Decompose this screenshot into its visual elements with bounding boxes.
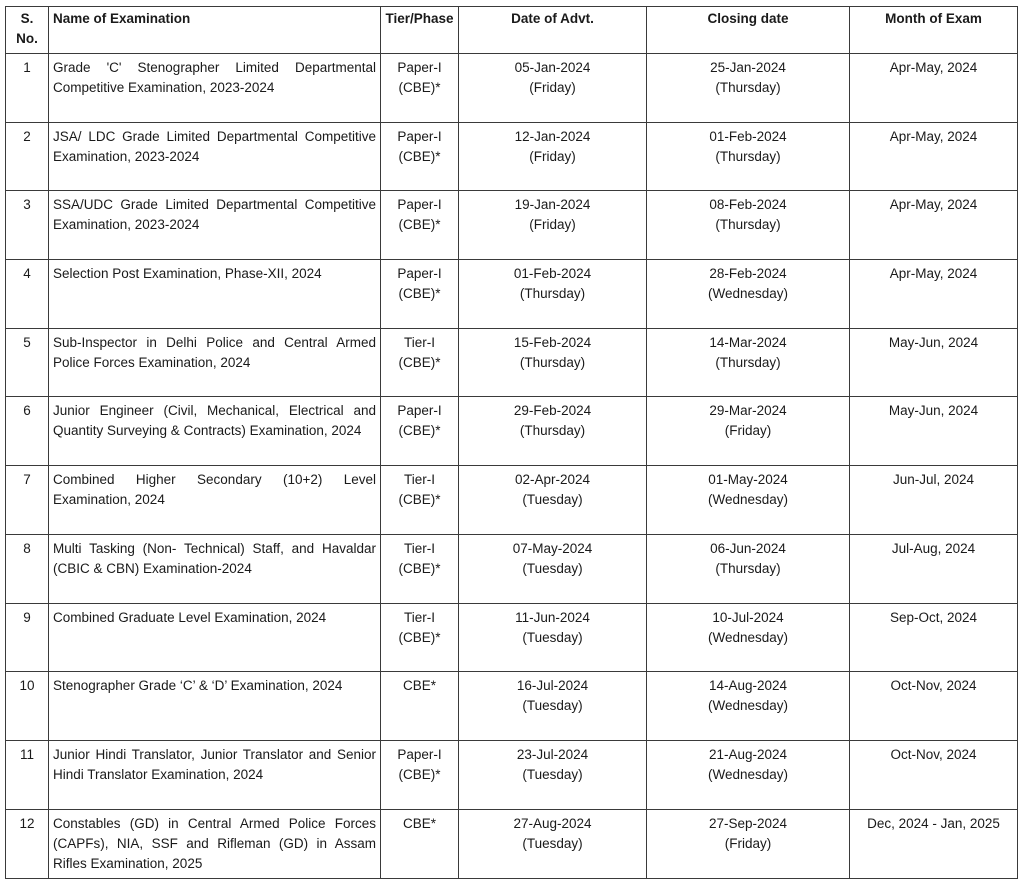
cell-exam-month-text: May-Jun, 2024 [888,334,979,350]
cell-exam-name [49,534,381,603]
cell-exam-month-text: Dec, 2024 - Jan, 2025 [867,815,1000,831]
cell-advt-date [459,466,647,535]
cell-closing-date-text: 01-Feb-2024 [709,128,787,144]
cell-exam-name-text: Junior Hindi Translator, Junior Translator and Senior Hindi Translator Examination, 2024 [53,746,376,782]
table-row [6,122,1018,191]
cell-exam-name [49,603,381,672]
cell-exam-name-text: Multi Tasking (Non- Technical) Staff, and Havaldar (CBIC & CBN) Examination-2024 [53,540,376,576]
cell-sno [6,54,49,123]
cell-exam-name-text: Stenographer Grade ‘C’ & ‘D’ Examination, 2024 [53,678,343,694]
cell-exam-name [49,809,381,878]
header-row [6,7,1018,54]
cell-advt-date-text: 02-Apr-2024 [514,472,591,488]
cell-exam-name-text: Combined Graduate Level Examination, 2024 [53,609,327,625]
cell-advt-date-text: 07-May-2024 [512,540,593,556]
cell-tier-text: (CBE)* [398,560,441,576]
cell-advt-date [459,397,647,466]
cell-advt-date-text: 19-Jan-2024 [514,197,591,213]
cell-advt-date-text: (Tuesday) [522,698,583,714]
cell-sno-text: 10 [19,678,35,694]
cell-sno-text: 6 [23,403,31,419]
cell-tier-text: Tier-I [404,334,435,350]
cell-closing-date-text: 28-Feb-2024 [709,266,787,282]
cell-closing-date [647,672,850,741]
cell-closing-date-text: (Thursday) [715,80,781,95]
cell-advt-date-text: 12-Jan-2024 [514,128,591,144]
cell-exam-month-text: Jun-Jul, 2024 [892,472,975,488]
cell-advt-date-text: (Tuesday) [522,835,583,851]
cell-tier [381,466,459,535]
cell-advt-date-text: (Tuesday) [522,492,583,508]
cell-exam-month [850,397,1018,466]
cell-advt-date-text: (Tuesday) [522,629,583,645]
cell-closing-date-text: (Thursday) [715,560,781,576]
cell-closing-date-text: (Wednesday) [707,286,789,302]
cell-tier [381,54,459,123]
cell-exam-month-text: Apr-May, 2024 [889,197,978,213]
cell-closing-date-text: 27-Sep-2024 [708,815,788,831]
cell-exam-name [49,54,381,123]
cell-exam-month [850,191,1018,260]
table-row [6,534,1018,603]
cell-tier [381,260,459,329]
cell-advt-date [459,809,647,878]
cell-exam-name-text: Combined Higher Secondary (10+2) Level Examination, 2024 [53,472,376,508]
cell-tier-text: Paper-I [397,403,442,419]
cell-closing-date [647,54,850,123]
table-row [6,54,1018,123]
cell-exam-month [850,328,1018,397]
cell-exam-month [850,54,1018,123]
cell-closing-date-text: (Thursday) [715,217,781,233]
cell-closing-date-text: (Friday) [724,835,772,851]
table-row [6,397,1018,466]
cell-tier-text: (CBE)* [398,286,441,302]
cell-tier [381,603,459,672]
cell-advt-date-text: (Friday) [529,148,576,164]
header-closing-date: Closing date [647,7,850,54]
cell-sno [6,809,49,878]
cell-advt-date-text: (Friday) [529,217,576,233]
table-row [6,466,1018,535]
cell-sno-text: 9 [23,609,31,625]
cell-advt-date-text: 11-Jun-2024 [515,609,590,625]
cell-advt-date [459,260,647,329]
cell-advt-date [459,740,647,809]
table-row [6,191,1018,260]
table-row [6,740,1018,809]
cell-closing-date-text: 21-Aug-2024 [708,746,788,762]
header-advt-date: Date of Advt. [459,7,647,54]
cell-advt-date [459,191,647,260]
cell-advt-date-text: (Friday) [529,80,576,95]
cell-sno [6,191,49,260]
cell-tier-text: (CBE)* [398,766,441,782]
cell-closing-date-text: 06-Jun-2024 [710,540,786,556]
cell-advt-date [459,328,647,397]
cell-exam-month [850,740,1018,809]
table-row [6,672,1018,741]
cell-sno [6,672,49,741]
cell-exam-month-text: Apr-May, 2024 [889,60,978,75]
cell-advt-date-text: 16-Jul-2024 [516,678,589,694]
cell-tier [381,672,459,741]
table-row [6,603,1018,672]
cell-sno-text: 4 [23,266,31,282]
cell-exam-month-text: Apr-May, 2024 [889,266,978,282]
cell-closing-date [647,603,850,672]
cell-sno-text: 8 [23,540,31,556]
cell-exam-month-text: Sep-Oct, 2024 [889,609,978,625]
cell-exam-month-text: Jul-Aug, 2024 [891,540,976,556]
cell-exam-name-text: Selection Post Examination, Phase-XII, 2024 [53,266,322,282]
table-row [6,809,1018,878]
cell-exam-name [49,328,381,397]
cell-exam-month [850,534,1018,603]
header-name: Name of Examination [49,7,381,54]
table-row [6,328,1018,397]
cell-closing-date-text: 14-Aug-2024 [708,678,788,694]
cell-exam-name-text: JSA/ LDC Grade Limited Departmental Competitive Examination, 2023-2024 [53,128,376,164]
exam-schedule-table [5,6,1018,879]
cell-sno-text: 12 [19,815,35,831]
cell-closing-date-text: (Friday) [724,423,772,439]
cell-closing-date-text: 10-Jul-2024 [712,609,784,625]
cell-tier [381,740,459,809]
header-sno: S. No. [6,7,49,54]
cell-exam-name-text: Sub-Inspector in Delhi Police and Central Armed Police Forces Examination, 2024 [53,334,376,370]
cell-tier [381,809,459,878]
cell-closing-date [647,534,850,603]
cell-advt-date-text: (Thursday) [519,423,586,439]
cell-exam-month [850,603,1018,672]
cell-tier-text: CBE* [402,815,436,831]
cell-closing-date-text: 14-Mar-2024 [709,334,787,350]
cell-advt-date-text: (Thursday) [519,286,586,302]
cell-closing-date [647,260,850,329]
cell-advt-date-text: 01-Feb-2024 [513,266,592,282]
cell-closing-date-text: (Wednesday) [707,698,789,714]
cell-advt-date-text: (Thursday) [519,354,586,370]
cell-tier [381,534,459,603]
cell-advt-date [459,603,647,672]
cell-exam-name [49,260,381,329]
cell-closing-date [647,809,850,878]
cell-closing-date [647,122,850,191]
cell-sno-text: 11 [19,746,34,762]
cell-closing-date [647,328,850,397]
cell-tier-text: Tier-I [404,609,435,625]
cell-exam-month [850,809,1018,878]
cell-advt-date-text: (Tuesday) [522,766,583,782]
cell-advt-date [459,672,647,741]
cell-tier [381,397,459,466]
cell-tier-text: Tier-I [404,472,435,488]
cell-tier-text: Paper-I [397,197,442,213]
cell-sno-text: 1 [23,60,31,75]
cell-sno [6,122,49,191]
cell-tier [381,328,459,397]
cell-sno [6,397,49,466]
cell-advt-date [459,54,647,123]
cell-exam-month-text: Oct-Nov, 2024 [890,746,977,762]
cell-exam-month [850,122,1018,191]
cell-tier-text: (CBE)* [398,80,441,95]
cell-sno [6,740,49,809]
cell-advt-date-text: 15-Feb-2024 [513,334,592,350]
cell-tier-text: (CBE)* [398,148,441,164]
cell-exam-name-text: Constables (GD) in Central Armed Police Forces (CAPFs), NIA, SSF and Rifleman (GD) in Assam Rifles Examination, 2025 [53,815,376,871]
cell-closing-date [647,191,850,260]
cell-advt-date [459,534,647,603]
cell-closing-date-text: 08-Feb-2024 [709,197,787,213]
cell-tier-text: (CBE)* [398,217,441,233]
cell-sno [6,466,49,535]
cell-sno-text: 7 [23,472,31,488]
cell-tier-text: (CBE)* [398,354,441,370]
cell-tier-text: Paper-I [397,266,442,282]
cell-closing-date-text: (Thursday) [715,148,781,164]
cell-sno-text: 5 [23,334,31,350]
cell-exam-name [49,740,381,809]
table-row [6,260,1018,329]
cell-sno [6,260,49,329]
cell-closing-date-text: (Thursday) [715,354,781,370]
cell-exam-name-text: SSA/UDC Grade Limited Departmental Competitive Examination, 2023-2024 [53,197,376,233]
cell-exam-name-text: Junior Engineer (Civil, Mechanical, Electrical and Quantity Surveying & Contracts) Examination, 2024 [53,403,376,439]
cell-closing-date-text: 01-May-2024 [708,472,788,488]
cell-closing-date-text: 29-Mar-2024 [709,403,787,419]
cell-closing-date-text: (Wednesday) [707,492,789,508]
cell-exam-name [49,397,381,466]
cell-tier-text: (CBE)* [398,423,441,439]
cell-sno [6,603,49,672]
cell-tier [381,122,459,191]
header-tier: Tier/Phase [381,7,459,54]
cell-tier-text: Tier-I [404,540,435,556]
cell-tier-text: CBE* [402,678,436,694]
cell-exam-name [49,466,381,535]
header-exam-month: Month of Exam [850,7,1018,54]
cell-exam-month [850,466,1018,535]
cell-tier-text: Paper-I [397,60,442,75]
cell-tier-text: (CBE)* [398,629,441,645]
cell-exam-name [49,122,381,191]
cell-sno [6,328,49,397]
cell-tier-text: Paper-I [397,746,442,762]
cell-sno-text: 3 [23,197,31,213]
cell-advt-date-text: 05-Jan-2024 [514,60,591,75]
cell-exam-name [49,191,381,260]
cell-advt-date-text: (Tuesday) [522,560,583,576]
cell-advt-date [459,122,647,191]
cell-sno [6,534,49,603]
cell-exam-month-text: Oct-Nov, 2024 [890,678,977,694]
cell-closing-date [647,740,850,809]
cell-closing-date-text: (Wednesday) [707,629,789,645]
cell-exam-name-text: Grade 'C' Stenographer Limited Departmental Competitive Examination, 2023-2024 [53,60,376,95]
cell-closing-date [647,397,850,466]
cell-exam-month [850,260,1018,329]
cell-exam-month-text: Apr-May, 2024 [889,128,978,144]
cell-tier-text: Paper-I [397,128,442,144]
cell-closing-date [647,466,850,535]
cell-exam-month [850,672,1018,741]
cell-exam-month-text: May-Jun, 2024 [888,403,979,419]
cell-sno-text: 2 [23,128,31,144]
cell-tier [381,191,459,260]
cell-closing-date-text: (Wednesday) [707,766,789,782]
cell-exam-name [49,672,381,741]
cell-tier-text: (CBE)* [398,492,441,508]
cell-advt-date-text: 23-Jul-2024 [516,746,589,762]
cell-closing-date-text: 25-Jan-2024 [710,60,786,75]
cell-advt-date-text: 27-Aug-2024 [513,815,592,831]
cell-advt-date-text: 29-Feb-2024 [513,403,592,419]
